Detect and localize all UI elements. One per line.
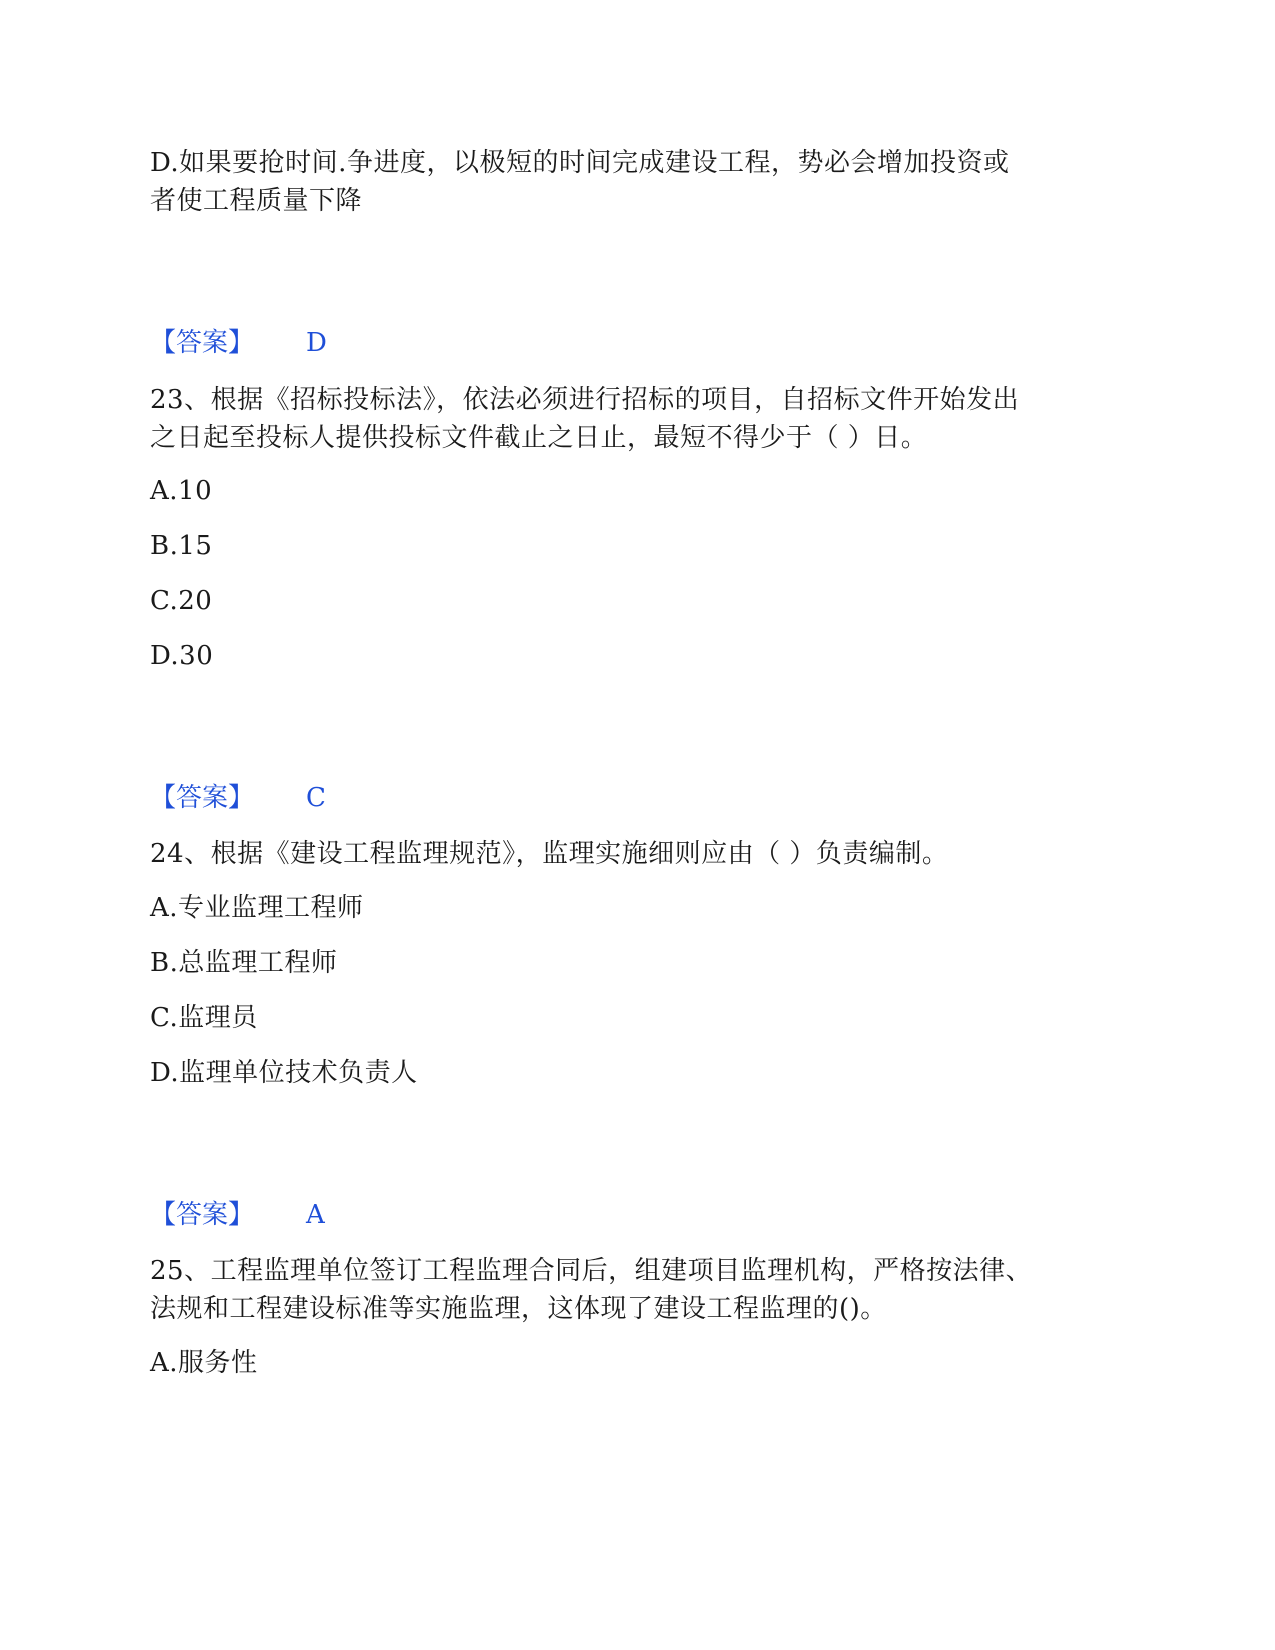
answer-value: D [306, 328, 327, 358]
q23-answer [150, 779, 326, 817]
answer-value: A [306, 1200, 325, 1230]
q22-answer [150, 324, 327, 362]
q23-option-d: D.30 [150, 641, 214, 671]
answer-label: 【答案】 [150, 328, 255, 358]
q23-option-b: B.15 [150, 531, 213, 561]
q22-option-d-line1: D.如果要抢时间.争进度，以极短的时间完成建设工程，势必会增加投资或 [150, 148, 1010, 178]
q24-answer [150, 1196, 325, 1234]
q25-stem-line2: 法规和工程建设标准等实施监理，这体现了建设工程监理的()。 [150, 1294, 887, 1324]
q24-option-c: C.监理员 [150, 1003, 258, 1033]
q24-stem: 24、根据《建设工程监理规范》，监理实施细则应由（ ）负责编制。 [150, 839, 949, 869]
q23-stem-line2: 之日起至投标人提供投标文件截止之日止，最短不得少于（ ）日。 [150, 423, 928, 453]
q22-option-d-line2: 者使工程质量下降 [150, 186, 363, 216]
q25-stem-line1: 25、工程监理单位签订工程监理合同后，组建项目监理机构，严格按法律、 [150, 1256, 1033, 1286]
q25-option-a: A.服务性 [150, 1348, 258, 1378]
q23-option-c: C.20 [150, 586, 213, 616]
q24-option-a: A.专业监理工程师 [150, 893, 364, 923]
q23-option-a: A.10 [150, 476, 213, 506]
q24-option-b: B.总监理工程师 [150, 948, 338, 978]
q23-stem-line1: 23、根据《招标投标法》，依法必须进行招标的项目，自招标文件开始发出 [150, 385, 1020, 415]
q24-option-d: D.监理单位技术负责人 [150, 1058, 418, 1088]
answer-value: C [306, 783, 326, 813]
answer-label: 【答案】 [150, 1200, 255, 1230]
answer-label: 【答案】 [150, 783, 255, 813]
